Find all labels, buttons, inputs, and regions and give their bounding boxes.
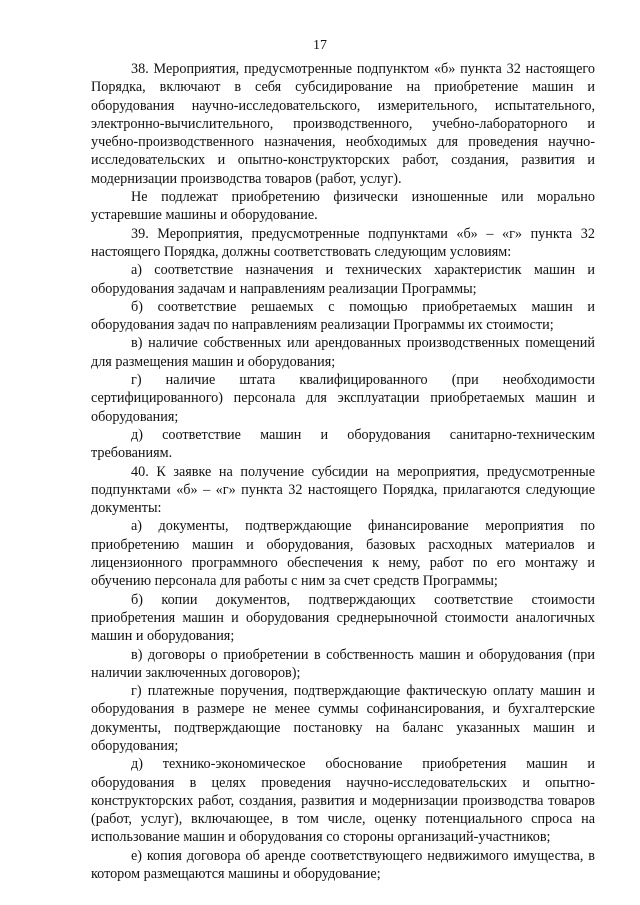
paragraph-40-d: д) технико-экономическое обоснование приобретения машин и оборудования в целях проведения научно-исследовательских и опытно-конструкторских работ, создания, развития и модернизации производства товаров (работ, услуг), включающее, в том числе, оценку потенциального спроса на использование машин и оборудования со стороны организаций-участников; [91,756,595,846]
paragraph-39-v: в) наличие собственных или арендованных производственных помещений для размещения машин и оборудования; [91,335,595,370]
paragraph-40-a: а) документы, подтверждающие финансирование мероприятия по приобретению машин и оборудования, базовых расходных материалов и лицензионного программного обеспечения к нему, работ по его монтажу и обучению персонала для работы с ним за счет средств Программы; [91,518,595,590]
paragraph-39-b: б) соответствие решаемых с помощью приобретаемых машин и оборудования задач по направлениям реализации Программы их стоимости; [91,298,595,334]
paragraph-40-b: б) копии документов, подтверждающих соответствие стоимости приобретения машин и оборудования среднерыночной стоимости аналогичных машин и оборудования; [91,591,595,645]
paragraph-40: 40. К заявке на получение субсидии на мероприятия, предусмотренные подпунктами «б» – «г» пункта 32 настоящего Порядка, прилагаются следующие документы: [91,463,595,517]
page-number: 17 [313,38,327,53]
document-body [91,60,595,883]
paragraph-39: 39. Мероприятия, предусмотренные подпунктами «б» – «г» пункта 32 настоящего Порядка, должны соответствовать следующим условиям: [91,225,595,260]
paragraph-40-e: е) копия договора об аренде соответствующего недвижимого имущества, в котором размещаются машины и оборудование; [91,847,595,883]
paragraph-39-a: а) соответствие назначения и технических характеристик машин и оборудования задачам и направлениям реализации Программы; [91,262,595,297]
paragraph-40-v: в) договоры о приобретении в собственность машин и оборудования (при наличии заключенных договоров); [91,646,595,681]
paragraph-39-d: д) соответствие машин и оборудования санитарно-техническим требованиям. [91,426,595,462]
paragraph-40-g: г) платежные поручения, подтверждающие фактическую оплату машин и оборудования в размере не менее суммы софинансирования, и бухгалтерские документы, подтверждающие постановку на баланс указанных машин и оборудования; [91,683,595,754]
paragraph-38-note: Не подлежат приобретению физически изношенные или морально устаревшие машины и оборудование. [91,189,595,224]
paragraph-38: 38. Мероприятия, предусмотренные подпунктом «б» пункта 32 настоящего Порядка, включают в себя субсидирование на приобретение машин и оборудования научно-исследовательского, измерительного, испытательного, электронно-вычислительного, производственного, учебно-лабораторного и учебно-производственного назначения, необходимых для проведения научно-исследовательских и опытно-конструкторских работ, создания, развития и модернизации производства товаров (работ, услуг). [91,61,595,187]
paragraph-39-g: г) наличие штата квалифицированного (при необходимости сертифицированного) персонала для эксплуатации приобретаемых машин и оборудования; [91,372,595,425]
